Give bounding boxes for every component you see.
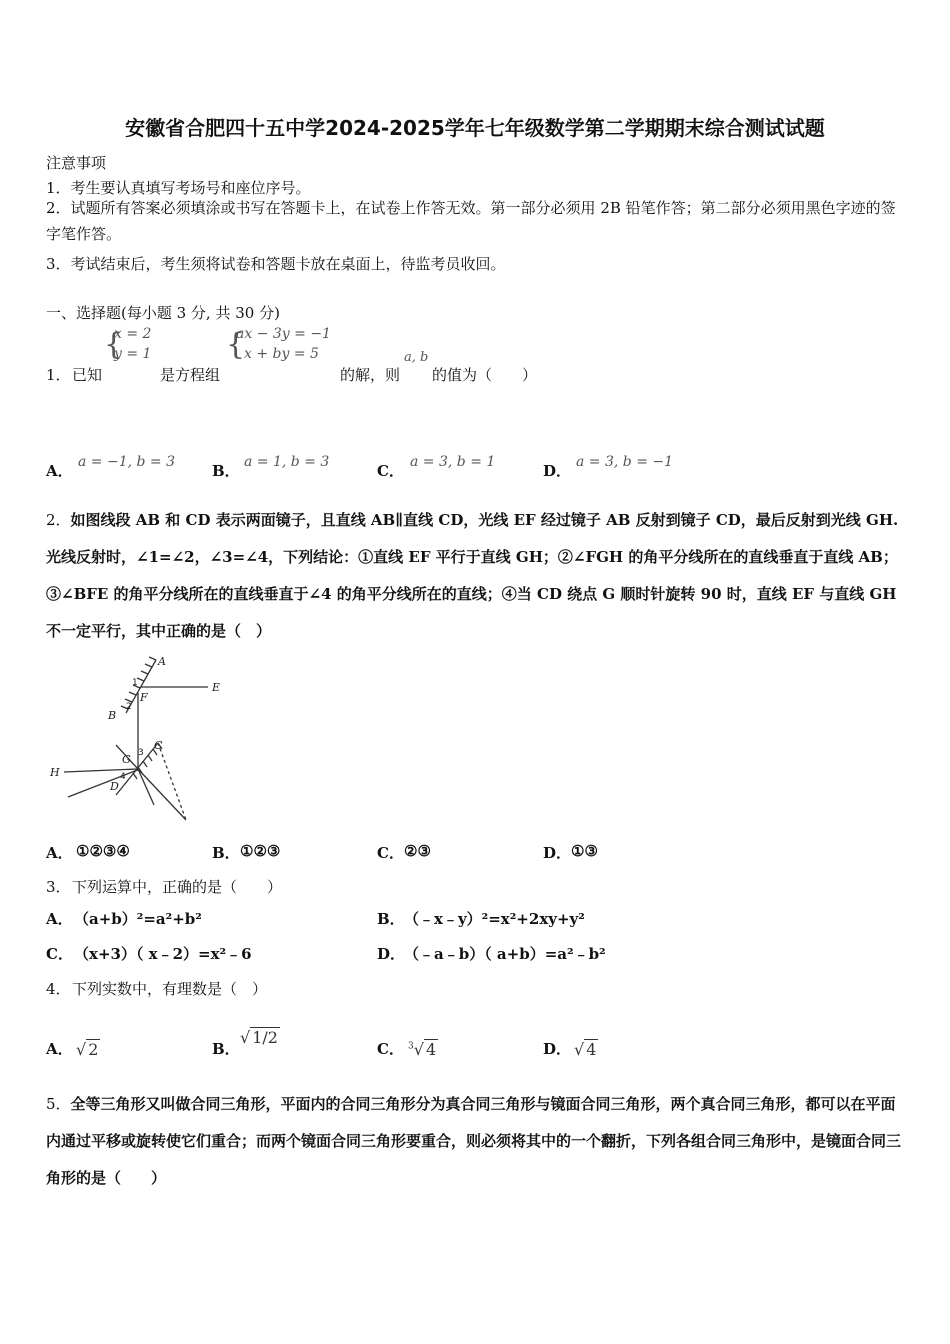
notice-item-1: 1．考生要认真填写考场号和座位序号。 bbox=[46, 179, 311, 197]
q4-option-b-radicand: 1/2 bbox=[252, 1028, 278, 1047]
q2-option-c[interactable]: ②③ bbox=[404, 842, 431, 860]
q4-option-a[interactable]: √ 2 bbox=[76, 1040, 99, 1059]
q2-text bbox=[46, 502, 908, 650]
q2-number: 2． bbox=[46, 511, 71, 529]
q1-option-a[interactable]: a = −1, b = 3 bbox=[78, 454, 176, 470]
q2-figure-label-e: E bbox=[212, 681, 221, 694]
q3-option-d-label: D． bbox=[377, 945, 406, 963]
q2-figure-angle-2: 2 bbox=[126, 702, 132, 712]
q4-option-b-label: B． bbox=[212, 1040, 240, 1058]
q3-option-b[interactable]: （﹣x﹣y）²=x²+2xy+y² bbox=[404, 910, 585, 928]
q4-option-d[interactable]: √ 4 bbox=[574, 1040, 597, 1059]
q1-text-2: 是方程组 bbox=[160, 366, 221, 384]
q1-number: 1． bbox=[46, 366, 71, 384]
q2-option-c-label: C． bbox=[377, 844, 404, 862]
q2-figure-label-g: G bbox=[122, 753, 131, 766]
q5-stem: 全等三角形又叫做合同三角形，平面内的合同三角形分为真合同三角形与镜面合同三角形，两个真合同三角形，都可以在平面内通过平移或旋转使它们重合；而两个镜面合同三角形要重合，则必须将其中的一个翻折，下列各组合同三角形中，是镜面合同三角形的是（ ） bbox=[46, 1095, 902, 1187]
q1-option-b-label: B． bbox=[212, 462, 240, 480]
q4-option-d-label: D． bbox=[543, 1040, 572, 1058]
notice-heading: 注意事项 bbox=[46, 154, 107, 172]
q2-figure-angle-1: 1 bbox=[132, 678, 138, 688]
q2-figure-label-b: B bbox=[108, 709, 117, 722]
q2-option-d[interactable]: ①③ bbox=[571, 842, 598, 860]
section-heading: 一、选择题(每小题 3 分, 共 30 分) bbox=[46, 304, 280, 322]
q2-figure-angle-4: 4 bbox=[120, 772, 126, 782]
q4-option-c-label: C． bbox=[377, 1040, 404, 1058]
q3-option-d[interactable]: （﹣a﹣b）（ a+b）=a²﹣b² bbox=[404, 945, 606, 963]
q2-figure-angle-3: 3 bbox=[138, 748, 144, 758]
q2-option-a[interactable]: ①②③④ bbox=[76, 842, 130, 860]
notice-item-3: 3．考试结束后，考生须将试卷和答题卡放在桌面上，待监考员收回。 bbox=[46, 255, 506, 273]
q3-option-c[interactable]: （x+3）（ x﹣2）=x²﹣6 bbox=[74, 945, 252, 963]
q2-figure-label-d: D bbox=[110, 780, 119, 793]
q4-number: 4． bbox=[46, 980, 71, 998]
q3-option-c-label: C． bbox=[46, 945, 73, 963]
q1-vars: a, b bbox=[404, 350, 429, 365]
q4-option-b[interactable]: √ 1/2 bbox=[240, 1028, 278, 1047]
q4-option-a-radicand: 2 bbox=[88, 1040, 99, 1059]
q2-mirror-figure bbox=[46, 655, 236, 825]
q3-number: 3． bbox=[46, 878, 71, 896]
q4-option-a-label: A． bbox=[46, 1040, 73, 1058]
q1-option-c[interactable]: a = 3, b = 1 bbox=[410, 454, 496, 470]
q1-system-1-eq1: x = 2 bbox=[114, 326, 152, 342]
q3-option-a[interactable]: （a+b）²=a²+b² bbox=[74, 910, 202, 928]
q2-figure-label-f: F bbox=[140, 691, 148, 704]
q2-option-d-label: D． bbox=[543, 844, 572, 862]
q3-stem: 下列运算中，正确的是（ ） bbox=[72, 878, 283, 896]
q3-option-a-label: A． bbox=[46, 910, 73, 928]
q1-text-4: 的值为（ ） bbox=[432, 366, 538, 384]
q1-option-d[interactable]: a = 3, b = −1 bbox=[576, 454, 674, 470]
q2-option-a-label: A． bbox=[46, 844, 73, 862]
q2-figure-label-c: C bbox=[154, 739, 163, 752]
q4-stem: 下列实数中，有理数是（ ） bbox=[72, 980, 268, 998]
notice-item-2: 2．试题所有答案必须填涂或书写在答题卡上，在试卷上作答无效。第一部分必须用 2B 铅笔作答；第二部分必须用黑色字迹的签字笔作答。 bbox=[46, 199, 896, 243]
q1-option-d-label: D． bbox=[543, 462, 572, 480]
q4-option-c[interactable]: $^3$√ 4 bbox=[408, 1040, 437, 1059]
q2-option-b-label: B． bbox=[212, 844, 240, 862]
q5-number: 5． bbox=[46, 1095, 71, 1113]
q4-option-c-radicand: 4 bbox=[425, 1040, 437, 1059]
q1-text-1: 已知 bbox=[72, 366, 103, 384]
q5-text bbox=[46, 1086, 908, 1197]
q2-option-b[interactable]: ①②③ bbox=[240, 842, 281, 860]
q4-option-c-index: 3 bbox=[408, 1041, 414, 1052]
q1-option-c-label: C． bbox=[377, 462, 404, 480]
q1-system-2-eq2: x + by = 5 bbox=[244, 346, 319, 362]
q1-system-2-eq1: ax − 3y = −1 bbox=[236, 326, 331, 342]
page-title: 安徽省合肥四十五中学2024-2025学年七年级数学第二学期期末综合测试试题 bbox=[125, 116, 825, 140]
q2-figure-label-h: H bbox=[50, 766, 60, 779]
q1-option-b[interactable]: a = 1, b = 3 bbox=[244, 454, 330, 470]
q3-option-b-label: B． bbox=[377, 910, 405, 928]
q2-figure-label-a: A bbox=[158, 655, 166, 668]
q1-text-3: 的解，则 bbox=[340, 366, 401, 384]
q2-stem: 如图线段 AB 和 CD 表示两面镜子，且直线 AB∥直线 CD，光线 EF 经过镜子 AB 反射到镜子 CD，最后反射到光线 GH.光线反射时，∠1=∠2，∠3=∠4，下列结论：①直线 EF 平行于直线 GH；②∠FGH 的角平分线所在的直线垂直于直线 AB；③∠BFE 的角平分线所在的直线垂直于∠4 的角平分线所在的直线；④当 CD 绕点 G 顺时针旋转 90 时，直线 EF 与直线 GH 不一定平行，其中正确的是（ ） bbox=[46, 511, 899, 640]
q1-system-1-eq2: y = 1 bbox=[114, 346, 152, 362]
q4-option-d-radicand: 4 bbox=[586, 1040, 597, 1059]
q1-option-a-label: A． bbox=[46, 462, 73, 480]
